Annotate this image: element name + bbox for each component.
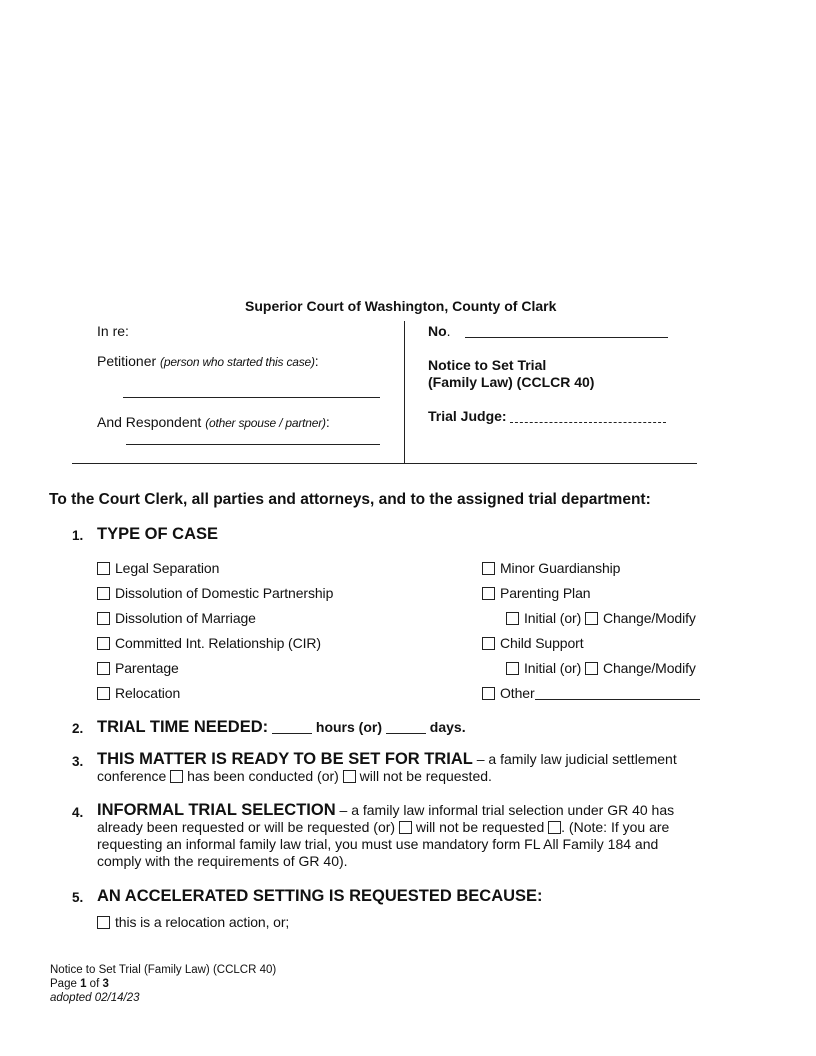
section-2-number: 2. <box>72 721 84 736</box>
section-3-text: has been conducted (or) <box>187 768 339 784</box>
checkbox[interactable] <box>482 587 495 600</box>
hours-or-label: hours (or) <box>315 719 383 735</box>
option-label: this is a relocation action, or; <box>115 914 290 930</box>
case-number-label: No <box>428 323 447 339</box>
petitioner-name-line[interactable] <box>123 397 380 398</box>
checkbox[interactable] <box>97 687 110 700</box>
checkbox[interactable] <box>97 637 110 650</box>
checkbox[interactable] <box>97 587 110 600</box>
respondent-label-row <box>97 414 330 430</box>
option-label: Minor Guardianship <box>500 560 621 576</box>
in-re-label: In re: <box>97 323 129 339</box>
respondent-note: (other spouse / partner) <box>205 416 326 430</box>
footer-adopted-date: adopted 02/14/23 <box>50 992 140 1004</box>
option-label: Parenting Plan <box>500 585 591 601</box>
section-4-number: 4. <box>72 805 84 820</box>
section-3-body <box>97 751 717 785</box>
section-5-number: 5. <box>72 890 84 905</box>
option-label: Initial (or) <box>524 610 582 626</box>
option-dissolution-marriage[interactable] <box>97 610 256 626</box>
form-title-line-2: (Family Law) (CCLCR 40) <box>428 374 595 390</box>
petitioner-note: (person who started this case) <box>160 355 315 369</box>
option-parenting-plan[interactable] <box>482 585 590 601</box>
option-label: Change/Modify <box>602 660 696 676</box>
respondent-label: And Respondent <box>97 414 202 430</box>
option-dissolution-domestic-partnership[interactable] <box>97 585 333 601</box>
section-2-title: TRIAL TIME NEEDED: <box>97 718 269 736</box>
checkbox[interactable] <box>482 562 495 575</box>
case-number-dot: . <box>446 323 451 339</box>
checkbox-support-change[interactable] <box>585 662 598 675</box>
section-3-number: 3. <box>72 754 84 769</box>
section-4-text: already been requested or will be requested (or) <box>97 819 396 835</box>
caption-divider-horizontal <box>72 463 697 464</box>
other-blank-line[interactable] <box>535 699 700 700</box>
hours-blank[interactable] <box>272 733 312 734</box>
parenting-plan-subtype <box>506 610 696 626</box>
child-support-subtype <box>506 660 696 676</box>
petitioner-label-row <box>97 353 319 369</box>
option-other[interactable] <box>482 685 700 701</box>
respondent-name-line[interactable] <box>126 444 380 445</box>
section-5-title: AN ACCELERATED SETTING IS REQUESTED BECAUSE: <box>97 887 543 905</box>
checkbox[interactable] <box>482 637 495 650</box>
option-legal-separation[interactable] <box>97 560 219 576</box>
section-4-title: INFORMAL TRIAL SELECTION <box>97 801 336 819</box>
days-label: days. <box>429 719 466 735</box>
section-1-title: TYPE OF CASE <box>97 525 219 543</box>
section-4-body <box>97 802 717 870</box>
days-blank[interactable] <box>386 733 426 734</box>
option-label: Parentage <box>115 660 179 676</box>
section-4-text: comply with the requirements of GR 40). <box>97 853 348 869</box>
checkbox-support-initial[interactable] <box>506 662 519 675</box>
option-label: Change/Modify <box>602 610 696 626</box>
section-3-text: will not be requested. <box>359 768 492 784</box>
option-label: Relocation <box>115 685 181 701</box>
petitioner-colon: : <box>314 353 319 369</box>
form-title-line-1: Notice to Set Trial <box>428 357 547 373</box>
caption-divider-vertical <box>404 321 405 463</box>
option-label: Other <box>500 685 535 701</box>
section-3-text: conference <box>97 768 167 784</box>
section-4-text: . (Note: If you are <box>561 819 670 835</box>
option-minor-guardianship[interactable] <box>482 560 620 576</box>
option-child-support[interactable] <box>482 635 584 651</box>
option-committed-relationship[interactable] <box>97 635 321 651</box>
section-3-text: – a family law judicial settlement <box>476 751 677 767</box>
section-2-row <box>97 718 466 737</box>
footer <box>50 963 276 1005</box>
checkbox-informal-requested[interactable] <box>399 821 412 834</box>
option-relocation-action[interactable] <box>97 914 289 930</box>
respondent-colon: : <box>325 414 330 430</box>
option-label: Legal Separation <box>115 560 220 576</box>
checkbox-conference-not-requested[interactable] <box>343 770 356 783</box>
case-number-row <box>428 323 451 339</box>
footer-form-title: Notice to Set Trial (Family Law) (CCLCR 40) <box>50 964 277 976</box>
checkbox-parenting-initial[interactable] <box>506 612 519 625</box>
option-label: Dissolution of Marriage <box>115 610 256 626</box>
section-4-text: will not be requested <box>415 819 545 835</box>
section-4-text: requesting an informal family law trial, you must use mandatory form FL All Family 184 and <box>97 836 659 852</box>
option-label: Committed Int. Relationship (CIR) <box>115 635 321 651</box>
checkbox[interactable] <box>97 916 110 929</box>
court-title: Superior Court of Washington, County of Clark <box>245 298 557 314</box>
petitioner-label: Petitioner <box>97 353 157 369</box>
option-label: Dissolution of Domestic Partnership <box>115 585 334 601</box>
case-number-line[interactable] <box>465 337 668 338</box>
checkbox[interactable] <box>97 662 110 675</box>
checkbox[interactable] <box>97 612 110 625</box>
footer-page-number: Page 1 of 3 <box>50 978 109 990</box>
option-parentage[interactable] <box>97 660 179 676</box>
trial-judge-line[interactable] <box>510 422 666 423</box>
trial-judge-label: Trial Judge: <box>428 408 507 424</box>
section-3-title: THIS MATTER IS READY TO BE SET FOR TRIAL <box>97 750 473 768</box>
section-1-number: 1. <box>72 528 84 543</box>
checkbox-conference-conducted[interactable] <box>170 770 183 783</box>
checkbox-informal-not-requested[interactable] <box>548 821 561 834</box>
addressee-heading: To the Court Clerk, all parties and attorneys, and to the assigned trial department: <box>49 491 651 508</box>
option-relocation[interactable] <box>97 685 180 701</box>
section-4-text: – a family law informal trial selection under GR 40 has <box>339 802 675 818</box>
option-label: Initial (or) <box>524 660 582 676</box>
checkbox[interactable] <box>482 687 495 700</box>
option-label: Child Support <box>500 635 584 651</box>
checkbox-parenting-change[interactable] <box>585 612 598 625</box>
checkbox[interactable] <box>97 562 110 575</box>
